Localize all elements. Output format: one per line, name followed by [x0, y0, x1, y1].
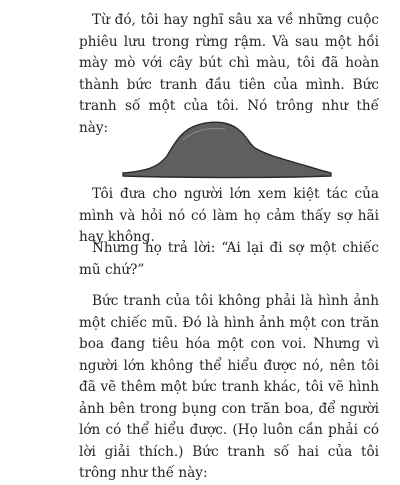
paragraph-grown-ups-reply: Nhưng họ trả lời: “Ai lại đi sợ một chiếc mũ chứ?”: [79, 240, 379, 278]
boa-constrictor-hat-drawing-icon: [79, 118, 379, 182]
paragraph-drawing-explanation: Bức tranh của tôi không phải là hình ảnh một chiếc mũ. Đó là hình ảnh một con trăn boa đang tiêu hóa một con voi. Nhưng vì người lớn không thể hiểu được nó, nên tôi đã vẽ thêm một bức tranh khác, tôi vẽ hình ảnh bên trong bụng con trăn boa, để người lớn có thể hiểu được. (Họ luôn cần phải có lời giải thích.) Bức tranh số hai của tôi trông như thế này:: [79, 293, 379, 481]
paragraph-showed-grown-ups: Tôi đưa cho người lớn xem kiệt tác của mình và hỏi nó có làm họ cảm thấy sợ hãi hay không.: [79, 186, 379, 245]
paragraph-drawing-number-one: Từ đó, tôi hay nghĩ sâu xa về những cuộc phiêu lưu trong rừng rậm. Và sau một hồi mày mò với cây bút chì màu, tôi đã hoàn thành bức tranh đầu tiên của mình. Bức tranh số một của tôi. Nó trông như thế này:: [79, 12, 379, 136]
